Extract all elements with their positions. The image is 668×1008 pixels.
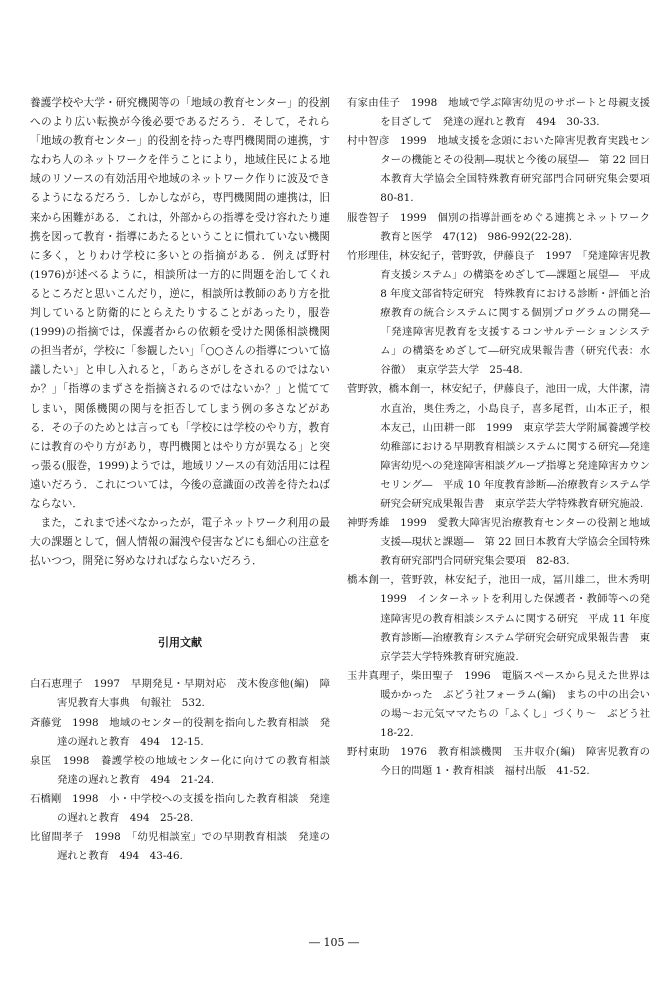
reference-ishibashi-1998: 石橋剛 1998 小・中学校への支援を指向した教育相談 発達の遅れと教育 494 25-28. [30, 792, 330, 824]
body-paragraph-1: 養護学校や大学・研究機関等の「地域の教育センター」的役割へのより広い転換が今後必要であるだろう．そして，それら「地域の教育センター」的役割を持った専門機関間の連携，すなわち人のネットワークを伴うことにより，地域住民による地域のリソースの有効活用や地域のネットワーク作りに波及できるようになるだろう．しかしながら，専門機関間の連携は，旧来から困難がある．これは，外部からの指導を受け容れたり連携を図って教育・指導にあたるということに慣れていない機関に多く，とりわけ学校に多いとの指摘がある．例えば野村(1976)が述べるように，相談所は一方的に問題を治してくれるところだと思いこんだり，逆に，相談所は教師のあり方を批判していると防衛的にとらえたりすることがあったり，服巻(1999)の指摘では，保護者からの依頼を受けた関係相談機関の担当者が，学校に「参観したい」「○○さんの指導について協議したい」と申し入れると，「あらさがしをされるのではないか？」「指導のまずさを指摘されるのではないか？」と慌ててしまい，関係機関の関与を拒否してしまう例の多さなどがある．その子のためとは言っても「学校には学校のやり方，教育には教育のやり方があり，専門機関とはやり方が異なる」と突っ張る(服巻，1999)ようでは，地域リソースの有効活用には程遠いだろう．これについては，今後の意識面の改善を待たねばならない． [30, 97, 330, 510]
reference-haramaki-1999: 服巻智子 1999 個別の指導計画をめぐる連携とネットワーク 教育と医学 47(12) 986-992(22-28). [347, 211, 661, 243]
page-number: ― 105 ― [309, 936, 359, 949]
reference-saito-1998: 斉藤覚 1998 地域のセンター的役割を指向した教育相談 発達の遅れと教育 494 12-15. [30, 716, 330, 748]
reference-hashimoto-1999: 橋本創一，菅野敦，林安紀子，池田一成，冨川雄二，世木秀明 1999 インターネットを利用した保護者・教師等への発達障害児の教育相談システムに関する研究 平成 11 年度教育診断―治療教育システム学研究会研究成果報告書 東京学芸大学特殊教育研究施設. [347, 574, 661, 663]
reference-arike-1998: 有家由佳子 1998 地域で学ぶ障害幼児のサポートと母親支援を目ざして 発達の遅れと教育 494 30-33. [347, 97, 650, 129]
reference-izumi-1998: 泉匡 1998 養護学校の地域センター化に向けての教育相談 発達の遅れと教育 494 21-24. [30, 754, 341, 786]
references-list-right [347, 94, 661, 781]
reference-shiraishi-1997: 白石恵理子 1997 早期発見・早期対応 茂木俊彦他(編) 障害児教育大事典 旬報社 532. [30, 678, 330, 710]
reference-nomura-1976: 野村東助 1976 教育相談機関 玉井収介(編) 障害児教育の今日的問題 1・教育相談 福村出版 41-52. [347, 746, 650, 778]
references-heading: 引用文献 [158, 636, 202, 650]
left-column [30, 94, 341, 866]
body-paragraph-2: また，これまで述べなかったが，電子ネットワーク利用の最大の課題として，個人情報の漏洩や侵害などにも細心の注意を払いつつ，開発に努めなければならないだろう． [30, 517, 330, 568]
references-list-left [30, 675, 341, 866]
reference-muranaka-1999: 村中智彦 1999 地域支援を念頭においた障害児教育実践センターの機能とその役割―現状と今後の展望― 第 22 回日本教育大学協会全国特殊教育研究部門合同研究集会要項 80-81. [347, 135, 661, 205]
reference-jinno-1999: 神野秀雄 1999 愛教大障害児治療教育センターの役割と地域支援―現状と課題― 第 22 回日本教育大学協会全国特殊教育研究部門合同研究集会要項 82-83. [347, 517, 650, 568]
reference-hiruma-1998: 比留間孝子 1998 「幼児相談室」での早期教育相談 発達の遅れと教育 494 43-46. [30, 831, 330, 863]
reference-takegata-1997: 竹形理佳，林安紀子，菅野敦，伊藤良子 1997 「発達障害児教育支援システム」の構築をめざして―課題と展望― 平成 8 年度文部省特定研究 特殊教育における診断・評価と治療教育の統合システムに関する個別プログラムの開発―「発達障害児教育を支援するコンサルテーションシステム」の構築をめざして―研究成果報告書（研究代表：水谷徹） 東京学芸大学 25-48. [347, 249, 650, 377]
reference-sugano-1999: 菅野敦，橋本創一，林安紀子，伊藤良子，池田一成，大伴潔，清水直治，奥住秀之，小島良子，喜多尾哲，山本正子，根本友己，山田耕一郎 1999 東京学芸大学附属養護学校幼稚部における早期教育相談システムに関する研究―発達障害幼児への発達障害相談グループ指導と発達障害カウンセリング― 平成 10 年度教育診断―治療教育システム学研究会研究成果報告書 東京学芸大学特殊教育研究施設. [347, 383, 650, 510]
right-column [347, 94, 661, 781]
reference-tamai-1996: 玉井真理子，柴田聖子 1996 電脳スペースから見えた世界は暖かかった ぶどう社フォーラム(編) まちの中の出会いの場～お元気ママたちの「ふくし」づくり～ ぶどう社 18-22. [347, 669, 661, 740]
